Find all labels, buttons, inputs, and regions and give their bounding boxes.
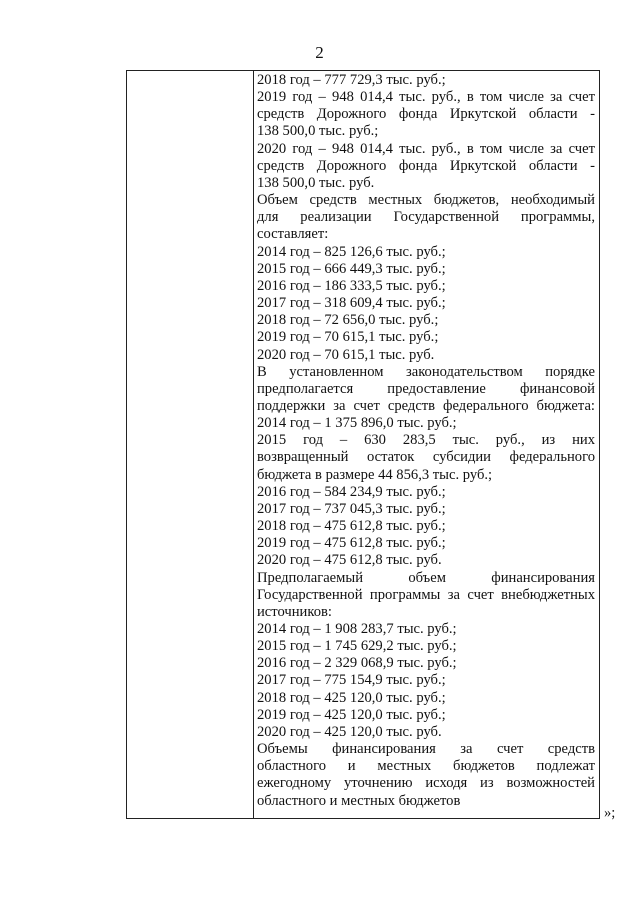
text-line: 2020 год – 425 120,0 тыс. руб. [257, 723, 442, 740]
text-line: 2018 год – 777 729,3 тыс. руб.; [257, 72, 446, 88]
text-line: В установленном законодательством порядке [257, 363, 595, 380]
text-line: 2018 год – 475 612,8 тыс. руб.; [257, 518, 446, 535]
text-line: областного и местных бюджетов подлежат [257, 758, 595, 775]
closing-quote-mark: »; [604, 805, 616, 821]
text-line: 2016 год – 584 234,9 тыс. руб.; [257, 483, 446, 500]
text-line: 2018 год – 72 656,0 тыс. руб.; [257, 312, 439, 329]
text-line: 2016 год – 2 329 068,9 тыс. руб.; [257, 655, 457, 672]
text-line: 2014 год – 825 126,6 тыс. руб.; [257, 243, 446, 260]
text-line: 2020 год – 948 014,4 тыс. руб., в том числе за счет [257, 140, 595, 157]
table-column-divider [253, 71, 254, 818]
text-line: средств Дорожного фонда Иркутской области - [257, 157, 595, 174]
text-line: 2015 год – 1 745 629,2 тыс. руб.; [257, 638, 457, 655]
passport-table [126, 70, 600, 819]
text-line: 2015 год – 666 449,3 тыс. руб.; [257, 260, 446, 277]
text-line: источников: [257, 603, 332, 620]
text-line: 2016 год – 186 333,5 тыс. руб.; [257, 277, 446, 294]
text-line: 2020 год – 475 612,8 тыс. руб. [257, 552, 442, 569]
text-line: 2019 год – 70 615,1 тыс. руб.; [257, 329, 439, 346]
text-line: Предполагаемый объем финансирования [257, 569, 595, 586]
text-line: 2020 год – 70 615,1 тыс. руб. [257, 346, 435, 363]
text-line: 2017 год – 737 045,3 тыс. руб.; [257, 500, 446, 517]
text-line: 2017 год – 318 609,4 тыс. руб.; [257, 295, 446, 312]
text-line: 138 500,0 тыс. руб.; [257, 123, 379, 140]
text-line: предполагается предоставление финансовой [257, 380, 595, 397]
text-line: 2019 год – 425 120,0 тыс. руб.; [257, 706, 446, 723]
text-line: 2014 год – 1 908 283,7 тыс. руб.; [257, 621, 457, 637]
text-line: Объемы финансирования за счет средств [257, 741, 595, 758]
text-line: 2014 год – 1 375 896,0 тыс. руб.; [257, 415, 457, 432]
text-line: 138 500,0 тыс. руб. [257, 174, 375, 191]
text-line: составляет: [257, 226, 329, 243]
text-line: для реализации Государственной программы, [257, 209, 595, 226]
text-line: Объем средств местных бюджетов, необходимый [257, 192, 595, 209]
text-line: средств Дорожного фонда Иркутской области - [257, 106, 595, 123]
funding-text-cell [257, 72, 595, 810]
text-line: 2018 год – 425 120,0 тыс. руб.; [257, 689, 446, 706]
text-line: областного и местных бюджетов [257, 792, 461, 809]
text-line: 2017 год – 775 154,9 тыс. руб.; [257, 672, 446, 689]
page-number: 2 [315, 43, 324, 62]
text-line: поддержки за счет средств федерального бюджета: [257, 397, 595, 414]
text-line: ежегодному уточнению исходя из возможностей [257, 775, 595, 792]
text-line: бюджета в размере 44 856,3 тыс. руб.; [257, 466, 493, 483]
text-line: 2015 год – 630 283,5 тыс. руб., из них [257, 432, 595, 449]
table-left-cell [127, 71, 253, 818]
text-line: возвращенный остаток субсидии федерального [257, 449, 595, 466]
text-line: Государственной программы за счет внебюджетных [257, 586, 595, 603]
text-line: 2019 год – 948 014,4 тыс. руб., в том числе за счет [257, 89, 595, 106]
text-line: 2019 год – 475 612,8 тыс. руб.; [257, 535, 446, 552]
